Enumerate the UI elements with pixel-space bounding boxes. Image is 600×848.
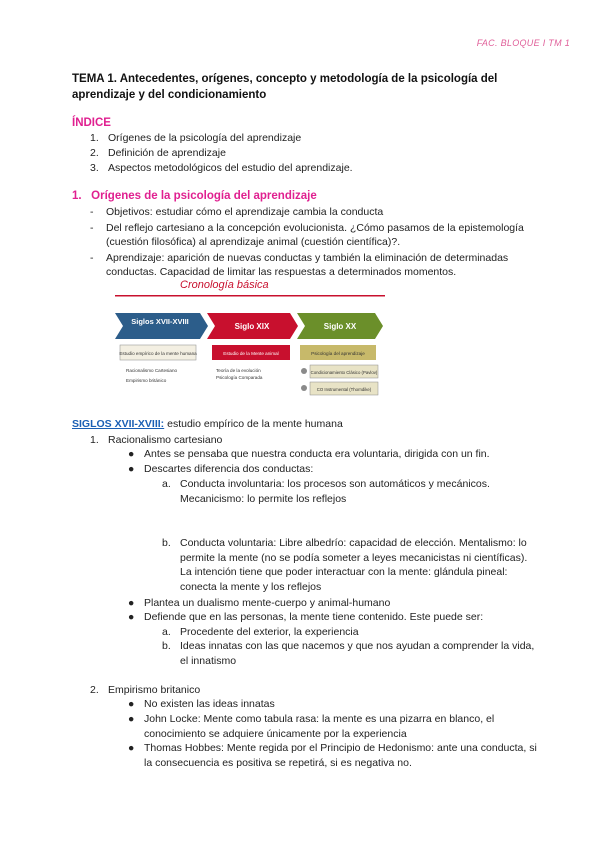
list-item: - Aprendizaje: aparición de nuevas conductas y también la eliminación de determinadas conductas. Capacidad de limitar las respuestas a determinados momentos. (90, 251, 540, 280)
sublist-text: Conducta involuntaria: los procesos son automáticos y mecánicos. Mecanicismo: lo permite los reflejos (180, 478, 490, 505)
sublist-letter: a. (162, 626, 171, 638)
sublist-letter: b. (162, 537, 171, 549)
bullet-icon: ● (128, 597, 135, 609)
stage-subitem: Condicionamiento Clásico (Pavlov) (310, 370, 378, 375)
list-num: 2. (90, 684, 99, 696)
siglos-heading (72, 418, 343, 430)
list-item-text: Defiende que en las personas, la mente tiene contenido. Este puede ser: (144, 611, 484, 623)
indice-item (90, 161, 353, 176)
indice-num: 2. (90, 147, 99, 159)
list-label: Racionalismo cartesiano (108, 434, 223, 446)
indice-item (90, 146, 226, 161)
bullet-icon: ● (128, 463, 135, 475)
siglos-heading-rest: estudio empírico de la mente humana (164, 418, 343, 430)
sublist-text: Ideas innatas con las que nacemos y que nos ayudan a comprender la vida, el innatismo (180, 640, 535, 667)
indice-text: Aspectos metodológicos del estudio del aprendizaje. (108, 162, 353, 174)
page-header-tag: FAC. BLOQUE I TM 1 (476, 38, 570, 48)
indice-text: Orígenes de la psicología del aprendizaje (108, 132, 302, 144)
pointer-icon (301, 368, 307, 374)
bullet-icon: ● (128, 698, 135, 710)
stage-subitem: Psicología Comparada (216, 375, 263, 380)
racionalismo-heading (90, 433, 222, 448)
indice-num: 3. (90, 162, 99, 174)
section1-heading: 1. Orígenes de la psicología del aprendizaje (72, 190, 317, 202)
indice-num: 1. (90, 132, 99, 144)
list-num: 1. (90, 434, 99, 446)
stage-subitem: Racionalismo Cartesiano (126, 368, 178, 373)
list-item (128, 596, 544, 611)
title-underline (115, 295, 385, 297)
stage-box-text: Estudio de la Mente animal (223, 351, 279, 356)
bullet-icon: ● (128, 448, 135, 460)
page-title: TEMA 1. Antecedentes, orígenes, concepto y metodología de la psicología del aprendizaje y del condicionamiento (72, 73, 498, 101)
cronologia-title: Cronología básica (180, 279, 269, 291)
sublist-letter: a. (162, 478, 171, 490)
list-item: - Objetivos: estudiar cómo el aprendizaje cambia la conducta (90, 205, 540, 220)
stage-box-text: Estudio empírico de la mente humana (119, 351, 197, 356)
siglos-heading-link[interactable]: SIGLOS XVII-XVIII: (72, 418, 165, 430)
sublist-text: Conducta voluntaria: Libre albedrío: capacidad de elección. Mentalismo: lo permite la mente (no se podía someter a leyes mecanicistas ni científicas). La intención tiene que poder interactuar con la mente: glándula pineal: conecta la mente y los reflejos (180, 537, 528, 593)
section1-list (90, 205, 540, 281)
empirismo-heading (90, 683, 200, 698)
stage-label: Siglo XIX (234, 322, 270, 331)
bullet-icon: ● (128, 611, 135, 623)
indice-heading: ÍNDICE (72, 117, 111, 129)
sublist-letter: b. (162, 640, 171, 652)
list-item-text: John Locke: Mente como tabula rasa: la mente es una pizarra en blanco, el conocimiento se adquiere únicamente por la experiencia (144, 713, 495, 740)
list-item (128, 741, 544, 770)
list-item-text: No existen las ideas innatas (144, 698, 275, 710)
sublist-text: Procedente del exterior, la experiencia (180, 626, 359, 638)
stage-subitem: Teoría de la evolución (216, 368, 261, 373)
stage-label: Siglo XX (323, 322, 357, 331)
list-item: - Del reflejo cartesiano a la concepción evolucionista. ¿Cómo pasamos de la epistemología (cuestión filosófica) al aprendizaje animal (cuestión científica)?. (90, 221, 540, 250)
list-item (128, 712, 544, 741)
indice-text: Definición de aprendizaje (108, 147, 226, 159)
list-item-text: Plantea un dualismo mente-cuerpo y animal-humano (144, 597, 391, 609)
list-item (128, 447, 544, 462)
list-item (128, 610, 544, 625)
stage-subitem: CO Instrumental (Thorndike) (316, 387, 372, 392)
stage-subitem: Empirismo británico (126, 378, 167, 383)
list-item-text: Antes se pensaba que nuestra conducta era voluntaria, dirigida con un fin. (144, 448, 490, 460)
pointer-icon (301, 385, 307, 391)
list-item-text: Descartes diferencia dos conductas: (144, 463, 314, 475)
stage-box-text: Psicología del aprendizaje (311, 351, 365, 356)
list-label: Empirismo britanico (108, 684, 201, 696)
list-item (128, 462, 544, 477)
list-item (128, 697, 544, 712)
bullet-icon: ● (128, 713, 135, 725)
indice-item (90, 131, 301, 146)
cronologia-diagram (110, 278, 390, 403)
stage-label: Siglos XVII-XVIII (131, 317, 189, 326)
list-item-text: Thomas Hobbes: Mente regida por el Principio de Hedonismo: ante una conducta, si la consecuencia es positiva se repetirá, si es negativa no. (144, 742, 537, 769)
bullet-icon: ● (128, 742, 135, 754)
